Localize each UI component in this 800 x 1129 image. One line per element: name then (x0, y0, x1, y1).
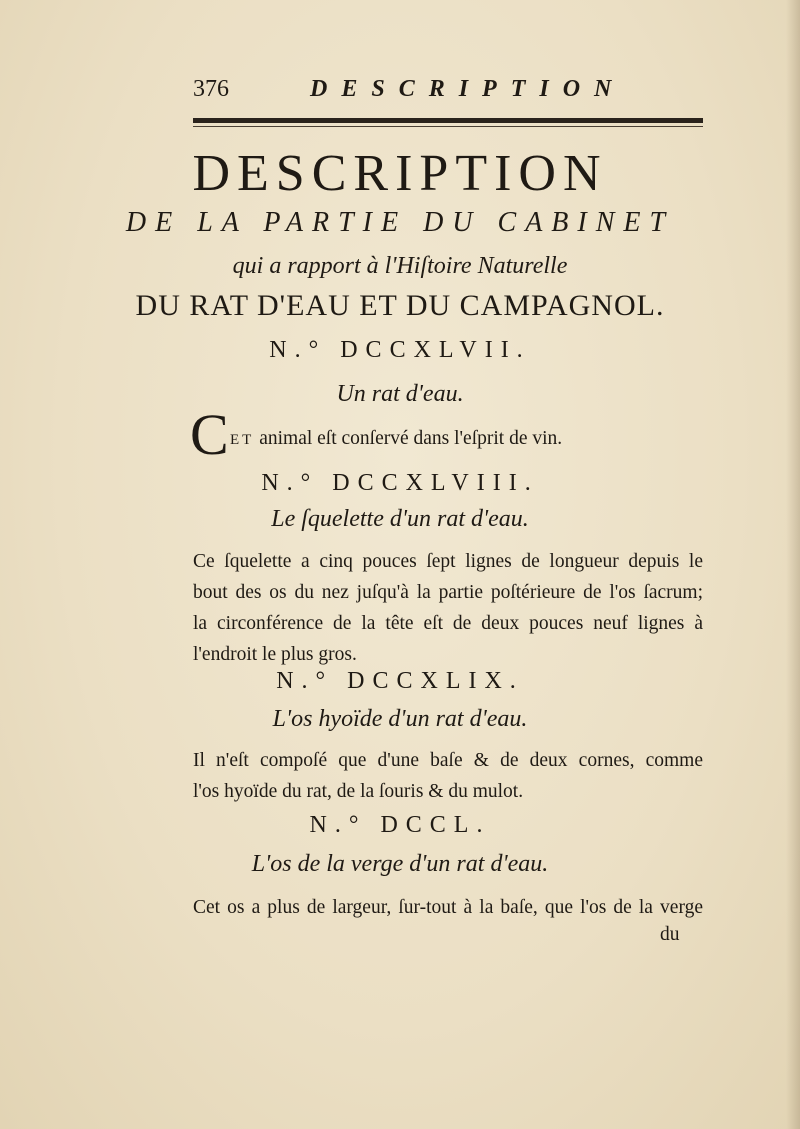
entry-paragraph (193, 892, 703, 923)
subtitle-line-1: DE LA PARTIE DU CABINET (125, 207, 675, 238)
entry-number: N.° DCCXLVII. (269, 337, 531, 363)
page-number: 376 (193, 76, 229, 102)
paragraph-line: Ce ſquelette a cinq pouces ſept lignes de longueur depuis le (193, 551, 703, 572)
paragraph-line: l'endroit le plus gros. (193, 644, 357, 665)
entry-number: N.° DCCL. (309, 812, 491, 838)
paragraph-line: la circonférence de la tête eſt de deux pouces neuf lignes à (193, 613, 703, 634)
entry-title: L'os de la verge d'un rat d'eau. (251, 851, 549, 877)
running-title: DESCRIPTION (310, 76, 626, 102)
drop-cap-continuation (230, 428, 562, 450)
entry-paragraph (193, 745, 703, 807)
paragraph-line: l'os hyoïde du rat, de la ſouris & du mulot. (193, 781, 524, 802)
entry-title: Un rat d'eau. (336, 381, 464, 407)
page-title: DESCRIPTION (192, 145, 608, 202)
entry-number: N.° DCCXLVIII. (261, 470, 539, 496)
subtitle-line-2: qui a rapport à l'Hiſtoire Naturelle (232, 253, 568, 279)
entry-paragraph (193, 546, 703, 670)
entry-title: Le ſquelette d'un rat d'eau. (271, 506, 529, 532)
paragraph-line: bout des os du nez juſqu'à la partie poſtérieure de l'os ſacrum; (193, 582, 703, 603)
paragraph-line: Il n'eſt compoſé que d'une baſe & de deux cornes, comme (193, 750, 703, 771)
small-caps-text: ET (230, 432, 255, 448)
paragraph-line: animal eſt conſervé dans l'eſprit de vin. (259, 428, 563, 449)
subtitle-line-3: DU RAT D'EAU ET DU CAMPAGNOL. (135, 289, 665, 322)
entry-number: N.° DCCXLIX. (276, 668, 524, 694)
running-header (193, 76, 703, 110)
entry-title: L'os hyoïde d'un rat d'eau. (272, 706, 528, 732)
header-rule-thin (193, 126, 703, 127)
catchword: du (660, 924, 680, 945)
paragraph-line: Cet os a plus de largeur, ſur-tout à la baſe, que l'os de la verge (193, 897, 703, 918)
header-rule-thick (193, 118, 703, 123)
drop-cap: C (190, 402, 229, 467)
entry-text (190, 402, 710, 467)
